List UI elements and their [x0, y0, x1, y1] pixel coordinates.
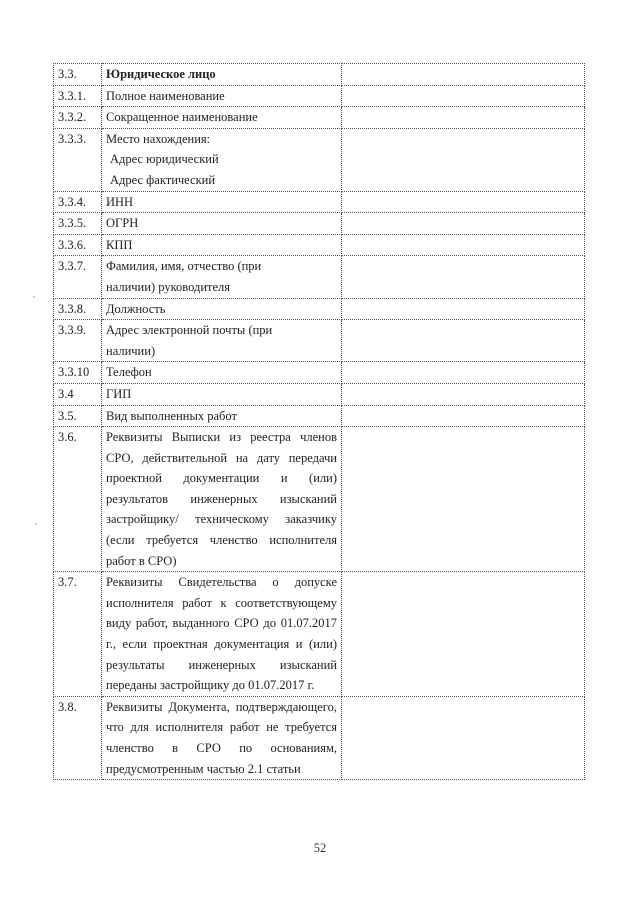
row-number: 3.3.10 — [54, 362, 102, 384]
row-label — [102, 64, 342, 86]
row-number: 3.3.7. — [54, 256, 102, 298]
row-label-line: Реквизиты Выписки из реестра членов СРО, действительной на дату передачи проектной документации и (или) результатов инженерных изысканий застройщику/ техническому заказчику (если требуется членство исполнителя работ в СРО) — [106, 430, 337, 568]
row-value-cell[interactable] — [342, 362, 585, 384]
row-label — [102, 362, 342, 384]
table-row — [54, 696, 585, 779]
table-row — [54, 191, 585, 213]
row-label — [102, 256, 342, 298]
row-number: 3.3.1. — [54, 85, 102, 107]
row-value-cell[interactable] — [342, 320, 585, 362]
row-label-line: Фамилия, имя, отчество (при — [106, 259, 262, 274]
row-number: 3.7. — [54, 572, 102, 697]
row-label-line: ОГРН — [106, 216, 139, 231]
row-label — [102, 191, 342, 213]
table-row — [54, 213, 585, 235]
table-row — [54, 362, 585, 384]
row-label-line: Юридическое лицо — [106, 67, 216, 81]
row-label — [102, 572, 342, 697]
row-label — [102, 696, 342, 779]
table-row — [54, 427, 585, 572]
row-label-line: Полное наименование — [106, 88, 225, 103]
row-number: 3.3.3. — [54, 128, 102, 191]
row-label-line: Реквизиты Документа, подтверждающего, что для исполнителя работ не требуется членство в СРО по основаниям, предусмотренным частью 2.1 статьи — [106, 699, 337, 776]
row-number: 3.3.8. — [54, 298, 102, 320]
row-value-cell[interactable] — [342, 128, 585, 191]
row-value-cell[interactable] — [342, 85, 585, 107]
table-row — [54, 64, 585, 86]
row-label-line: КПП — [106, 237, 133, 252]
row-value-cell[interactable] — [342, 256, 585, 298]
row-number: 3.3.2. — [54, 107, 102, 129]
table-row — [54, 85, 585, 107]
row-label-line: Адрес юридический — [110, 152, 219, 167]
row-value-cell[interactable] — [342, 696, 585, 779]
table-row — [54, 405, 585, 427]
row-label — [102, 427, 342, 572]
row-value-cell[interactable] — [342, 64, 585, 86]
row-label-line: Должность — [106, 301, 166, 316]
row-value-cell[interactable] — [342, 427, 585, 572]
table-row — [54, 256, 585, 298]
table-row — [54, 234, 585, 256]
row-label-line: ГИП — [106, 386, 132, 401]
row-label-line: Реквизиты Свидетельства о допуске исполнителя работ к соответствующему виду работ, выданного СРО до 01.07.2017 г., если проектная документация и (или) результаты инженерных изысканий переданы застройщику до 01.07.2017 г. — [106, 575, 337, 693]
row-number: 3.8. — [54, 696, 102, 779]
row-label — [102, 213, 342, 235]
row-number: 3.3. — [54, 64, 102, 86]
row-value-cell[interactable] — [342, 191, 585, 213]
row-label — [102, 85, 342, 107]
row-label-line: Место нахождения: — [106, 131, 211, 146]
row-label-line: Сокращенное наименование — [106, 110, 258, 125]
row-label — [102, 298, 342, 320]
row-label — [102, 383, 342, 405]
table-row — [54, 320, 585, 362]
row-value-cell[interactable] — [342, 298, 585, 320]
row-number: 3.4 — [54, 383, 102, 405]
row-value-cell[interactable] — [342, 107, 585, 129]
table-body — [54, 64, 585, 780]
row-number: 3.5. — [54, 405, 102, 427]
scan-speck — [35, 523, 37, 525]
row-label-line: Вид выполненных работ — [106, 408, 237, 423]
row-label — [102, 320, 342, 362]
row-label — [102, 234, 342, 256]
row-label-line: наличии) руководителя — [106, 279, 231, 294]
table-row — [54, 298, 585, 320]
row-label — [102, 405, 342, 427]
row-number: 3.6. — [54, 427, 102, 572]
row-label — [102, 107, 342, 129]
row-number: 3.3.6. — [54, 234, 102, 256]
table-row — [54, 128, 585, 191]
row-number: 3.3.5. — [54, 213, 102, 235]
requisites-table — [53, 63, 585, 780]
row-value-cell[interactable] — [342, 405, 585, 427]
row-label-line: Адрес фактический — [110, 172, 216, 187]
row-value-cell[interactable] — [342, 213, 585, 235]
row-label-line: Адрес электронной почты (при — [106, 323, 273, 338]
row-number: 3.3.9. — [54, 320, 102, 362]
row-label-line: Телефон — [106, 365, 152, 380]
row-label — [102, 128, 342, 191]
row-number: 3.3.4. — [54, 191, 102, 213]
table-row — [54, 107, 585, 129]
page-number: 52 — [313, 841, 327, 855]
row-value-cell[interactable] — [342, 234, 585, 256]
row-label-line: наличии) — [106, 343, 156, 358]
table-row — [54, 383, 585, 405]
row-value-cell[interactable] — [342, 383, 585, 405]
scan-speck — [33, 296, 35, 298]
table-row — [54, 572, 585, 697]
row-value-cell[interactable] — [342, 572, 585, 697]
row-label-line: ИНН — [106, 194, 134, 209]
